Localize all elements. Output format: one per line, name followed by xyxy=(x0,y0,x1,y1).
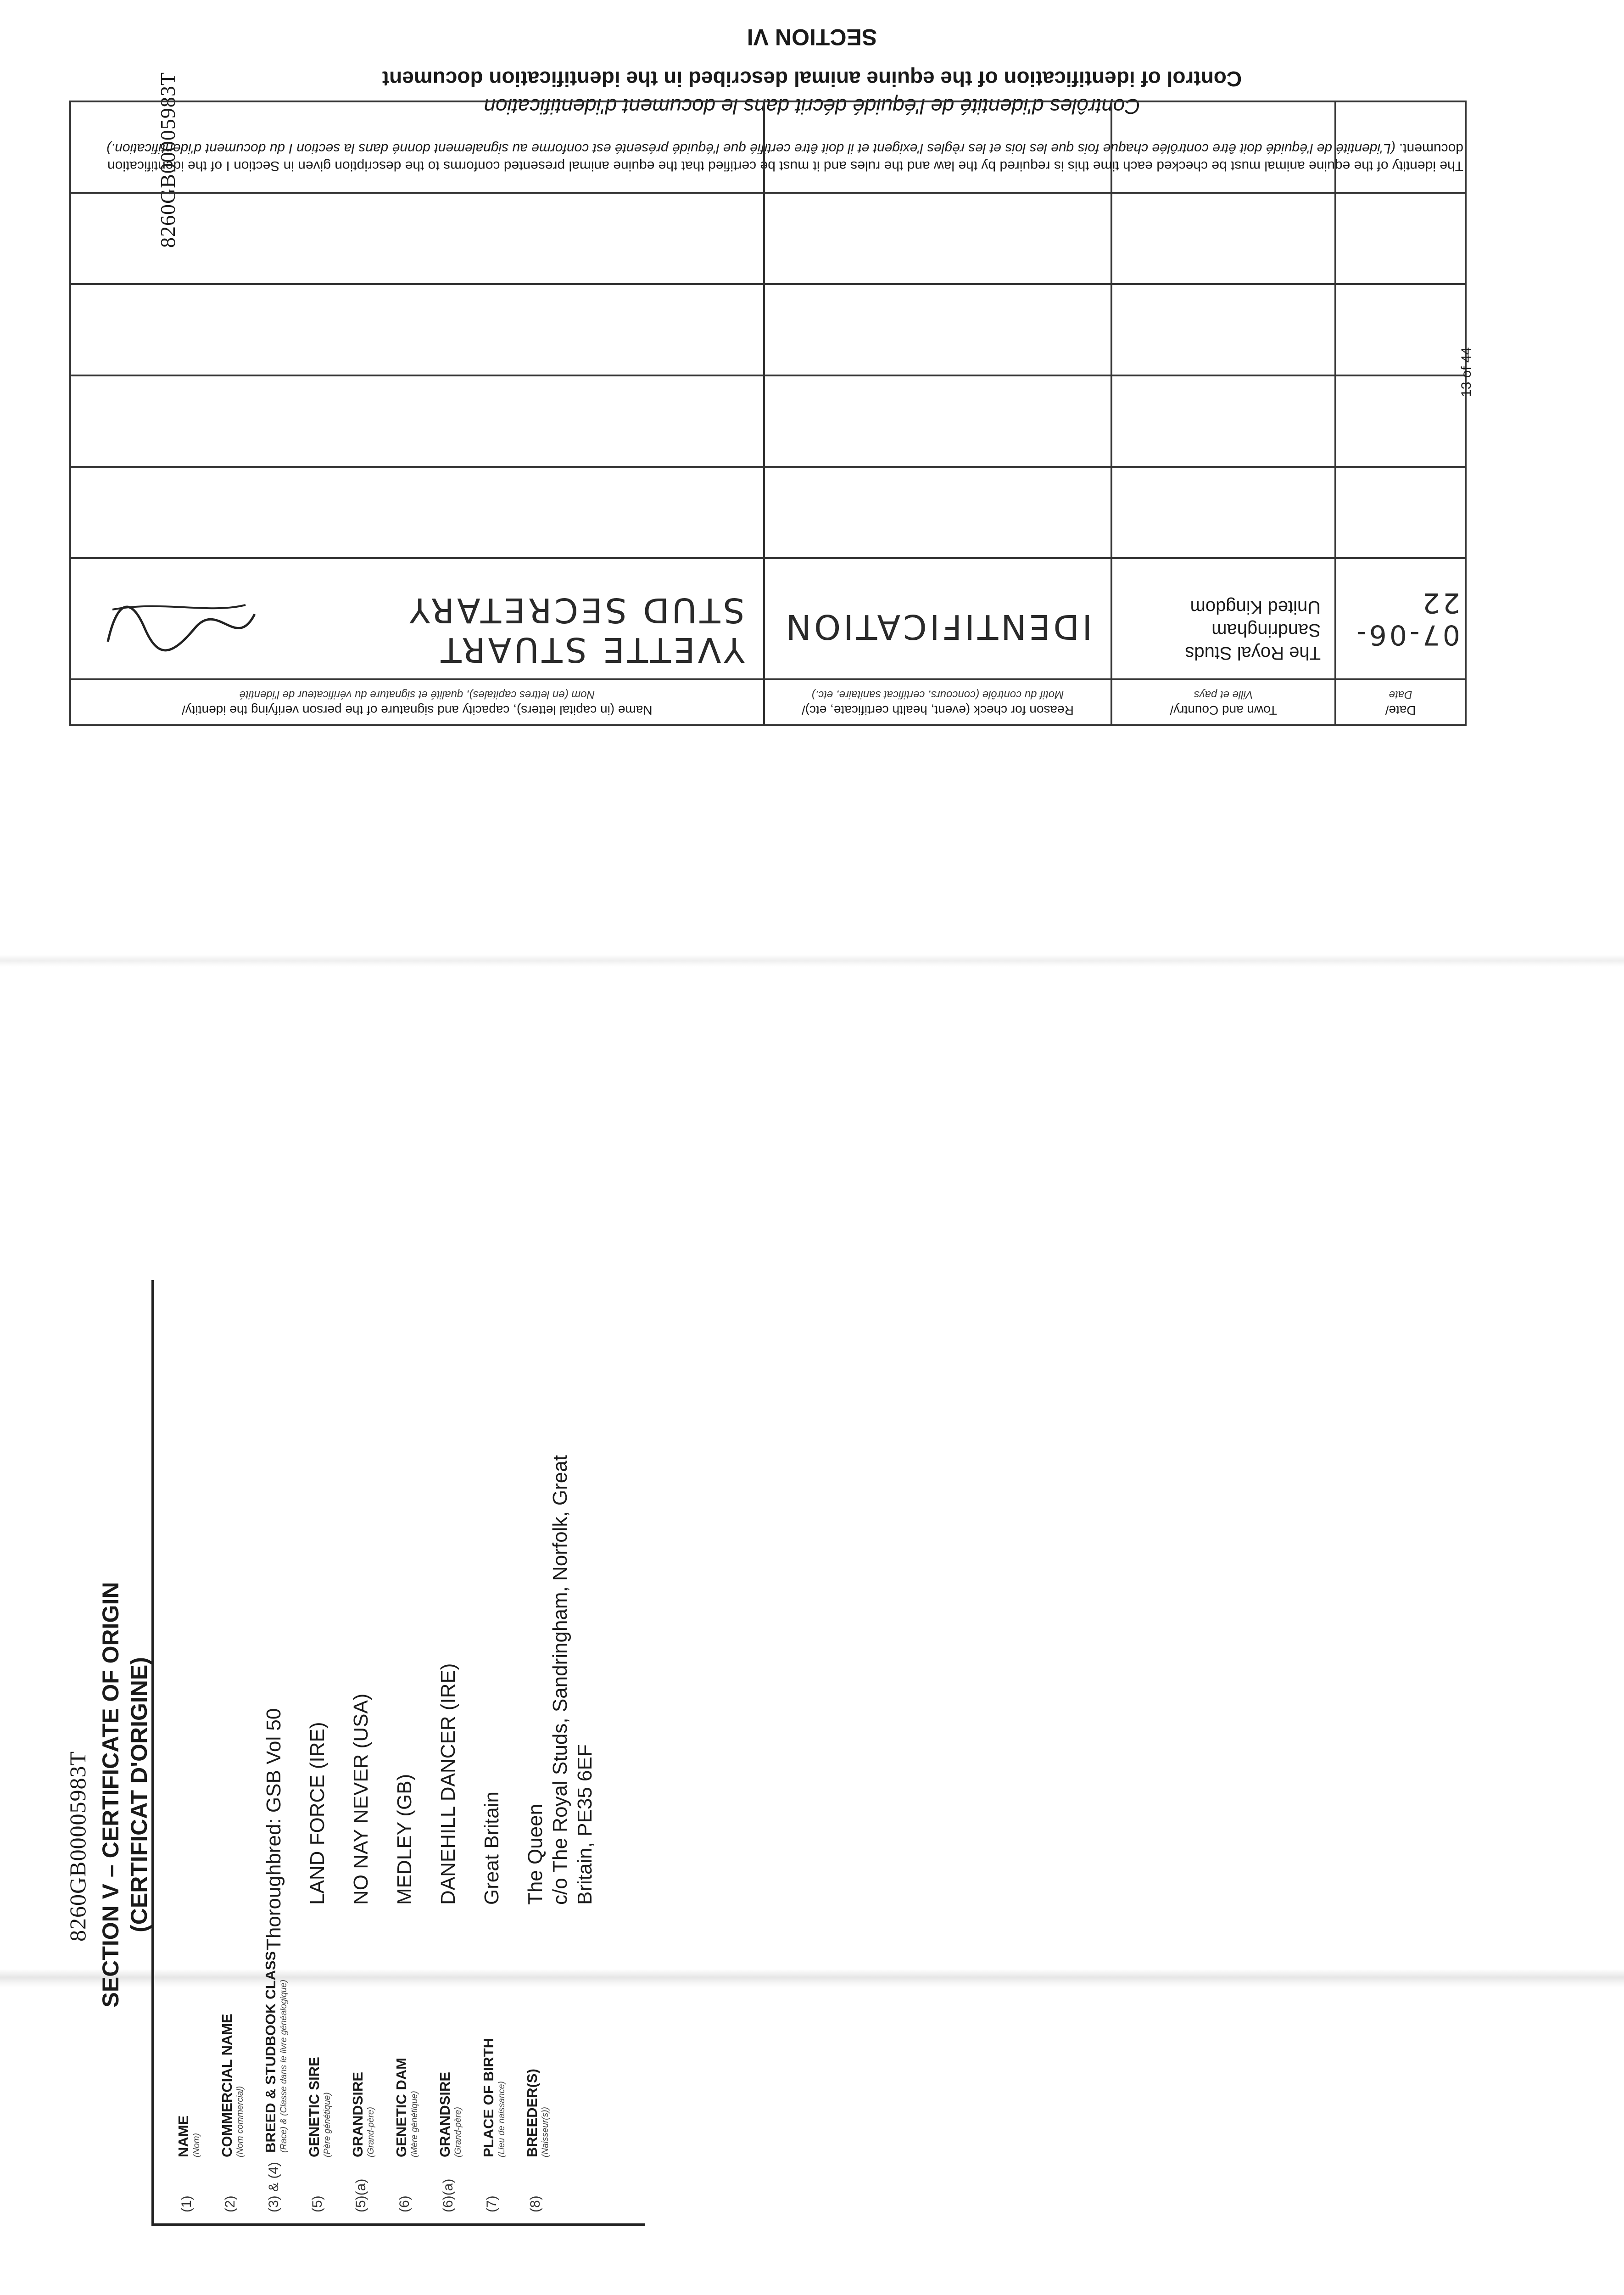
col-date-header: Date/ Date xyxy=(1335,679,1466,725)
section-vi-heading-fr: Contrôles d'identité de l'équidé décrit dans le document d'identification xyxy=(484,95,1140,118)
table-row xyxy=(70,558,1466,679)
table-header-row xyxy=(70,679,1466,725)
dam-grandsire-value: DANEHILL DANCER (IRE) xyxy=(437,1663,459,1905)
field-breeders: BREEDER(S) (Naisseur(s)) xyxy=(524,2069,550,2157)
document-id: 8260GB00005983T xyxy=(156,72,179,248)
verifier-signature xyxy=(99,587,264,669)
subtitle-line: (CERTIFICAT D'ORIGINE) xyxy=(126,1657,152,1932)
sire-value: LAND FORCE (IRE) xyxy=(306,1722,329,1905)
col-reason-header: Reason for check (event, health certificate, etc)/ Motif du contrôle (concours, certificat sanitaire, etc.) xyxy=(764,679,1112,725)
identity-control-table xyxy=(69,101,1467,726)
section-v-lower xyxy=(64,1262,638,2295)
breeder-value: The Queen c/o The Royal Studs, Sandringham, Norfolk, Great Britain, PE35 6EF xyxy=(524,1455,596,1905)
section-vi-page xyxy=(0,0,1624,964)
col-town-header: Town and Country/ Ville et pays xyxy=(1111,679,1335,725)
field-commercial-name: COMMERCIAL NAME (Nom commercial) xyxy=(219,2014,245,2157)
col-name-header: Name (in capital letters), capacity and signature of the person verifying the identity/ Nom (en lettres capitales), qualité et signature du vérificateur de l'identité xyxy=(70,679,764,725)
field-name: NAME (Nom) xyxy=(175,2115,201,2157)
field-genetic-sire: GENETIC SIRE (Père génétique) xyxy=(306,2057,332,2157)
table-row xyxy=(70,375,1466,467)
section-vi-heading: Control of identification of the equine animal described in the identification document xyxy=(382,67,1242,91)
entry-reason-cell xyxy=(764,558,1112,679)
section-vi-title: SECTION VI xyxy=(747,24,877,50)
entry-town-line3: United Kingdom xyxy=(1190,597,1321,617)
field-place-of-birth: PLACE OF BIRTH (Lieu de naissance) xyxy=(480,2038,507,2157)
dam-value: MEDLEY (GB) xyxy=(393,1774,416,1905)
table-row xyxy=(70,193,1466,284)
entry-reason: IDENTIFICATION xyxy=(783,607,1093,646)
page-number: 13 of 44 xyxy=(1459,347,1474,397)
reference-number: 8260GB00005983T xyxy=(65,1751,90,1942)
field-dam-grandsire: GRANDSIRE (Grand-père) xyxy=(437,2071,463,2157)
entry-date-cell xyxy=(1335,558,1466,679)
entry-date: 07-06-22 xyxy=(1354,587,1460,651)
breed-value: Thoroughbred: GSB Vol 50 xyxy=(262,1708,285,1951)
field-genetic-dam: GENETIC DAM (Mère génétique) xyxy=(393,2058,419,2157)
grandsire-value: NO NAY NEVER (USA) xyxy=(350,1693,372,1905)
paragraph-fr: (L'identité de l'équidé doit être contrôlée chaque fois que les lois et les règles l'exigent et il doit être certifié que l'équidé présenté est conforme au signalement donné dans la section I du document d'identification.) xyxy=(106,141,1395,156)
table-row xyxy=(70,101,1466,193)
entry-verifier-name: YVETTE STUART xyxy=(438,630,745,669)
entry-name-cell xyxy=(70,558,764,679)
paragraph-en: The identity of the equine animal must be checked each time this is required by the law and the rules and it must be certified that the equine animal presented conforms to the description given in Section I of the identification document. xyxy=(107,141,1463,174)
entry-town-line1: The Royal Studs xyxy=(1185,643,1321,663)
table-row xyxy=(70,284,1466,375)
place-value: Great Britain xyxy=(480,1791,503,1905)
table-row xyxy=(70,467,1466,558)
field-breed: BREED & STUDBOOK CLASS (Race) & (Classe dans le livre généalogique) xyxy=(262,1951,289,2153)
entry-verifier-capacity: STUD SECRETARY xyxy=(407,590,745,630)
entry-town-cell xyxy=(1111,558,1335,679)
field-grandsire: GRANDSIRE (Grand-père) xyxy=(350,2071,376,2157)
section-v-page: 8260GB00005983T SECTION V – CERTIFICATE OF ORIGIN (CERTIFICAT D'ORIGINE) (1) NAME (Nom) (2) COMMERCIAL NAME (Nom commercial) (3) & (4) BREED & STUDBOOK CLASS (Race) & (Classe dans le livre généalogique) Thoroughbred: GSB Vol 50 (5) GENETIC SIRE (Père génétique) LAND FORCE (IRE) (5)(a) GRANDSIRE (Grand-père) NO NAY NEVER (USA) (6) GENETIC DAM (Mère génétique) MEDLEY (GB) (6)(a) GRANDSIRE (Grand-père) DANEHILL DANCER (IRE) (7) PLACE OF BIRTH (Lieu de naissance) Great Britain (8) BREEDER(S) (Naisseur(s)) The Queen c/o The Royal Studs, Sandringham, Norfolk, Great Britain, PE35 6EF xyxy=(64,1262,638,2295)
title-line: SECTION V – CERTIFICATE OF ORIGIN xyxy=(98,1582,123,2008)
entry-town-line2: Sandringham xyxy=(1211,620,1321,640)
